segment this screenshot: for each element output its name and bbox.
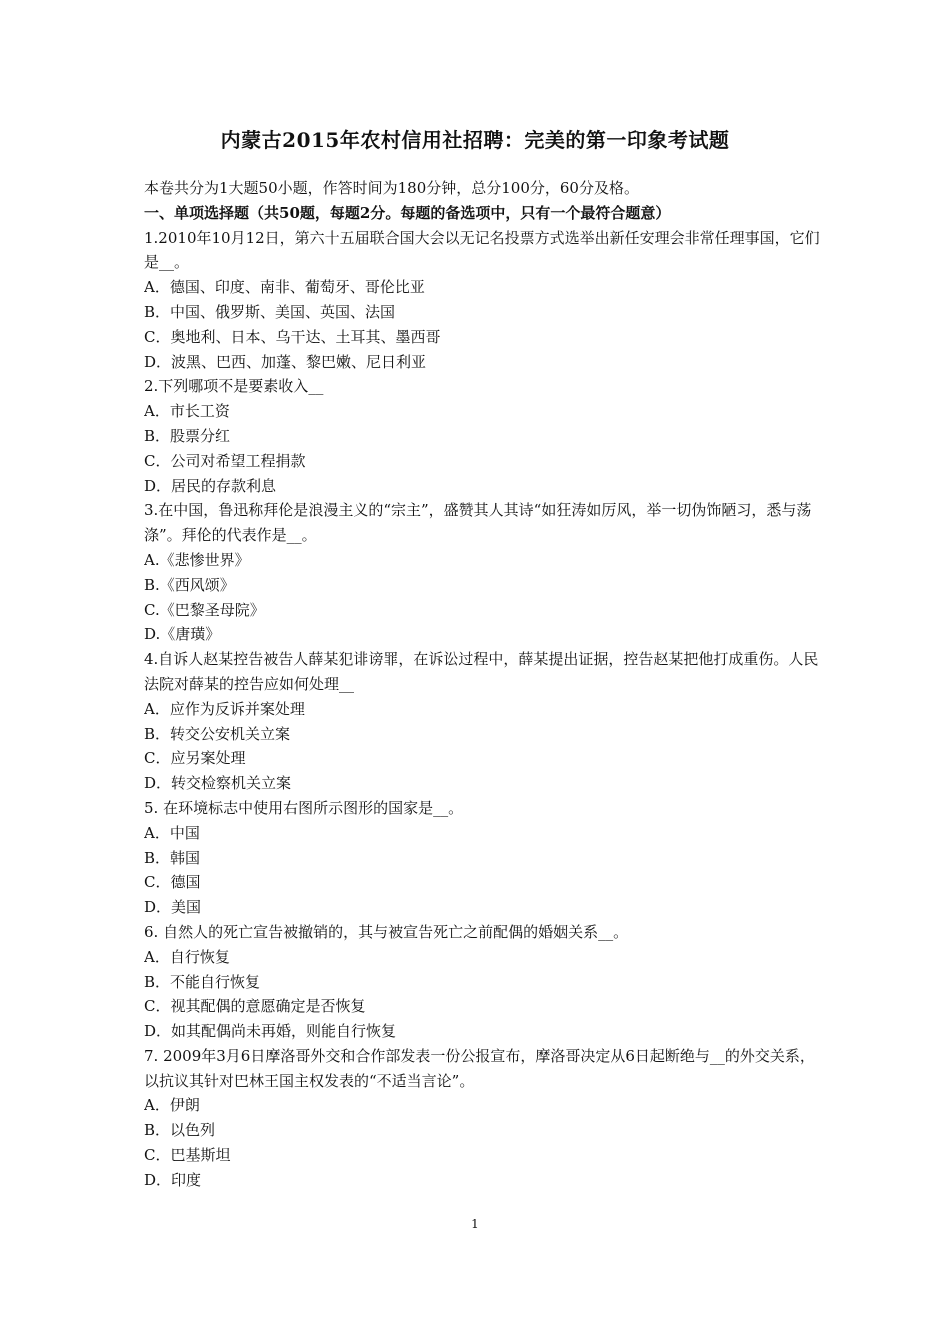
document-title: 内蒙古2015年农村信用社招聘：完美的第一印象考试题 — [220, 128, 730, 152]
question-4 — [144, 647, 820, 796]
option-c: C．德国 — [144, 873, 201, 892]
document-body — [144, 176, 820, 1193]
option-d: D．波黑、巴西、加蓬、黎巴嫩、尼日利亚 — [144, 352, 427, 371]
question-5 — [144, 796, 820, 920]
question-stem: 4.自诉人赵某控告被告人薛某犯诽谤罪，在诉讼过程中，薛某提出证据，控告赵某把他打成重伤。人民法院对薛某的控告应如何处理__ — [144, 650, 819, 693]
option-b: B．转交公安机关立案 — [144, 724, 291, 743]
option-c: C．奥地利、日本、乌干达、土耳其、墨西哥 — [144, 327, 441, 346]
option-c: C．应另案处理 — [144, 749, 246, 768]
exam-intro: 本卷共分为1大题50小题，作答时间为180分钟，总分100分，60分及格。 — [144, 179, 639, 197]
option-c: C.《巴黎圣母院》 — [144, 600, 265, 619]
question-6 — [144, 920, 820, 1044]
option-a: A．德国、印度、南非、葡萄牙、哥伦比亚 — [144, 278, 425, 297]
option-c: C．巴基斯坦 — [144, 1146, 231, 1165]
option-b: B．中国、俄罗斯、美国、英国、法国 — [144, 302, 396, 321]
question-2 — [144, 374, 820, 498]
question-stem: 1.2010年10月12日，第六十五届联合国大会以无记名投票方式选举出新任安理会非常任理事国，它们是__。 — [144, 228, 820, 272]
section-heading: 一、单项选择题（共50题，每题2分。每题的备选项中，只有一个最符合题意） — [144, 203, 671, 222]
option-d: D．转交检察机关立案 — [144, 774, 292, 793]
option-d: D．美国 — [144, 898, 202, 917]
question-1 — [144, 226, 820, 375]
option-a: A.《悲惨世界》 — [144, 550, 250, 569]
option-d: D．如其配偶尚未再婚，则能自行恢复 — [144, 1022, 397, 1041]
page-number: 1 — [471, 1217, 479, 1231]
option-c: C．视其配偶的意愿确定是否恢复 — [144, 997, 366, 1016]
option-b: B．以色列 — [144, 1121, 216, 1140]
option-d: D．居民的存款利息 — [144, 476, 277, 495]
question-stem: 6. 自然人的死亡宣告被撤销的，其与被宣告死亡之前配偶的婚姻关系__。 — [144, 922, 629, 941]
option-d: D．印度 — [144, 1170, 202, 1189]
question-stem: 5. 在环境标志中使用右图所示图形的国家是__。 — [144, 798, 464, 817]
option-a: A．市长工资 — [144, 402, 230, 421]
question-7 — [144, 1044, 820, 1193]
question-3 — [144, 498, 820, 647]
option-a: A．中国 — [144, 823, 200, 842]
question-stem: 3.在中国，鲁迅称拜伦是浪漫主义的“宗主”，盛赞其人其诗“如狂涛如厉风，举一切伪饰陋习，悉与荡涤”。拜伦的代表作是__。 — [144, 501, 812, 545]
question-stem: 7. 2009年3月6日摩洛哥外交和合作部发表一份公报宣布，摩洛哥决定从6日起断绝与__的外交关系，以抗议其针对巴林王国主权发表的“不适当言论”。 — [144, 1046, 815, 1090]
option-a: A．伊朗 — [144, 1096, 200, 1115]
option-b: B.《西风颂》 — [144, 575, 235, 594]
option-c: C．公司对希望工程捐款 — [144, 451, 306, 470]
option-b: B．不能自行恢复 — [144, 972, 261, 991]
option-a: A．应作为反诉并案处理 — [144, 699, 305, 718]
question-stem: 2.下列哪项不是要素收入__ — [144, 377, 324, 396]
option-a: A．自行恢复 — [144, 947, 230, 966]
option-d: D.《唐璜》 — [144, 625, 221, 644]
option-b: B．韩国 — [144, 848, 201, 867]
option-b: B．股票分红 — [144, 426, 231, 445]
